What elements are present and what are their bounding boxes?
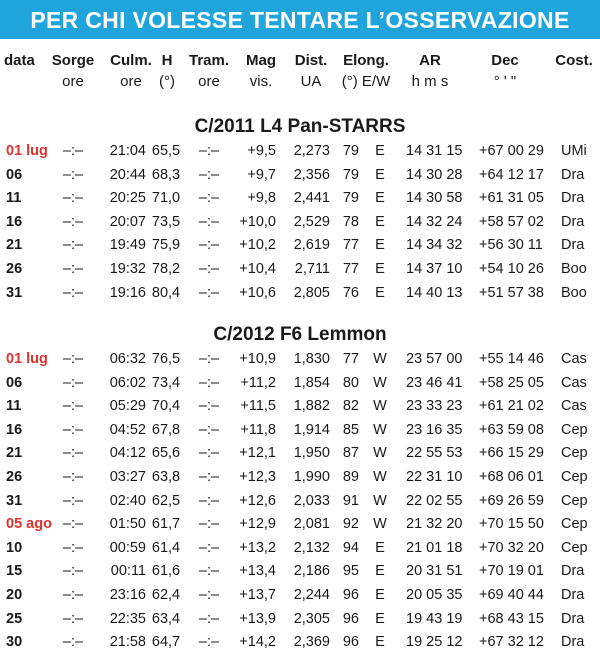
cell-h: 67,8 <box>151 421 181 438</box>
cell-date: 21 <box>6 445 23 462</box>
cell-ew: W <box>373 445 387 462</box>
cell-dist: 2,441 <box>293 190 330 207</box>
header-sorge-unit: ore <box>62 73 84 90</box>
cell-cost: Cep <box>561 516 588 533</box>
cell-tram: –:– <box>198 351 220 367</box>
cell-elong: 79 <box>342 143 359 159</box>
cell-tram: –:– <box>198 516 220 533</box>
cell-ew: E <box>375 237 385 254</box>
table-row <box>0 419 600 442</box>
cell-dist: 2,805 <box>293 284 330 301</box>
cell-cost: Cep <box>561 421 588 438</box>
cell-ar: 23 57 00 <box>406 351 463 367</box>
cell-cost: Cep <box>561 492 588 509</box>
cell-tram: –:– <box>198 237 220 254</box>
cell-culm: 19:16 <box>109 284 146 301</box>
cell-cost: Dra <box>561 166 585 183</box>
cell-elong: 76 <box>342 284 359 301</box>
cell-date: 05 ago <box>6 516 52 533</box>
cell-ew: E <box>375 261 385 277</box>
cell-h: 65,5 <box>151 143 181 159</box>
cell-date: 10 <box>6 539 23 556</box>
cell-date: 11 <box>6 398 22 415</box>
cell-h: 73,4 <box>151 374 181 391</box>
cell-ar: 14 37 10 <box>406 261 463 277</box>
cell-sorge: –:– <box>62 166 84 183</box>
cell-sorge: –:– <box>62 469 84 485</box>
cell-tram: –:– <box>198 284 220 301</box>
cell-ar: 19 25 12 <box>406 634 463 651</box>
cell-culm: 21:04 <box>109 143 146 159</box>
cell-cost: Dra <box>561 237 585 254</box>
section-title: C/2011 L4 Pan-STARRS <box>194 116 406 137</box>
cell-ar: 21 01 18 <box>406 539 463 556</box>
cell-ar: 23 46 41 <box>406 374 463 391</box>
cell-ew: E <box>375 213 385 230</box>
cell-date: 16 <box>6 421 23 438</box>
cell-ar: 14 30 28 <box>406 166 463 183</box>
cell-sorge: –:– <box>62 563 84 580</box>
cell-dist: 2,033 <box>293 492 330 509</box>
cell-elong: 92 <box>342 516 359 533</box>
cell-mag: +14,2 <box>239 634 276 651</box>
table-row <box>0 513 600 536</box>
header-dec: Dec <box>491 52 519 69</box>
cell-dist: 2,186 <box>293 563 330 580</box>
cell-sorge: –:– <box>62 213 84 230</box>
cell-tram: –:– <box>198 261 220 277</box>
cell-cost: Cas <box>561 398 587 415</box>
cell-sorge: –:– <box>62 237 84 254</box>
cell-cost: Boo <box>561 261 587 277</box>
cell-elong: 80 <box>342 374 359 391</box>
header-ar: AR <box>419 52 441 69</box>
header-dec-unit: ° ' " <box>493 73 517 90</box>
cell-h: 76,5 <box>151 351 181 367</box>
header-h: H <box>161 52 173 69</box>
cell-h: 80,4 <box>151 284 181 301</box>
cell-date: 16 <box>6 213 23 230</box>
cell-sorge: –:– <box>62 374 84 391</box>
cell-date: 06 <box>6 374 23 391</box>
table-row <box>0 395 600 418</box>
cell-ew: W <box>373 516 387 533</box>
cell-ew: E <box>375 587 385 603</box>
cell-elong: 82 <box>342 398 359 415</box>
cell-tram: –:– <box>198 143 220 159</box>
cell-date: 31 <box>6 284 23 301</box>
cell-h: 65,6 <box>151 445 181 462</box>
cell-h: 73,5 <box>151 213 181 230</box>
cell-cost: Dra <box>561 190 585 207</box>
cell-mag: +13,7 <box>239 587 276 603</box>
header-tram: Tram. <box>188 52 230 69</box>
cell-elong: 79 <box>342 166 359 183</box>
cell-elong: 95 <box>342 563 359 580</box>
cell-elong: 85 <box>342 421 359 438</box>
cell-tram: –:– <box>198 587 220 603</box>
cell-tram: –:– <box>198 492 220 509</box>
cell-ew: E <box>375 284 385 301</box>
header-culm-unit: ore <box>120 73 142 90</box>
cell-date: 15 <box>6 563 23 580</box>
cell-date: 25 <box>6 610 23 627</box>
cell-date: 20 <box>6 587 23 603</box>
cell-sorge: –:– <box>62 492 84 509</box>
cell-ar: 14 34 32 <box>406 237 463 254</box>
cell-dist: 1,854 <box>293 374 330 391</box>
cell-date: 26 <box>6 469 23 485</box>
cell-culm: 20:44 <box>109 166 146 183</box>
cell-dec: +69 40 44 <box>479 587 544 603</box>
header-mag: Mag <box>246 52 276 69</box>
cell-ew: E <box>375 143 385 159</box>
cell-dist: 2,619 <box>293 237 330 254</box>
cell-cost: Dra <box>561 587 585 603</box>
cell-ar: 22 55 53 <box>406 445 463 462</box>
cell-cost: UMi <box>561 143 587 159</box>
cell-ar: 14 31 15 <box>406 143 463 159</box>
cell-cost: Cep <box>561 445 588 462</box>
table-row <box>0 560 600 583</box>
cell-elong: 96 <box>342 634 359 651</box>
cell-mag: +10,9 <box>239 351 276 367</box>
cell-dec: +66 15 29 <box>479 445 544 462</box>
cell-h: 78,2 <box>151 261 181 277</box>
cell-h: 63,8 <box>151 469 181 485</box>
cell-elong: 96 <box>342 610 359 627</box>
cell-date: 01 lug <box>6 143 48 159</box>
cell-mag: +9,7 <box>247 166 276 183</box>
cell-culm: 19:32 <box>109 261 146 277</box>
cell-ar: 14 30 58 <box>406 190 463 207</box>
cell-ew: W <box>373 374 387 391</box>
cell-culm: 21:58 <box>109 634 146 651</box>
cell-ar: 19 43 19 <box>406 610 463 627</box>
table-row <box>0 211 600 234</box>
cell-tram: –:– <box>198 539 220 556</box>
cell-ew: E <box>375 539 385 556</box>
cell-h: 61,4 <box>151 539 181 556</box>
cell-elong: 77 <box>342 351 359 367</box>
cell-culm: 20:07 <box>109 213 146 230</box>
cell-culm: 01:50 <box>109 516 146 533</box>
cell-cost: Dra <box>561 634 585 651</box>
cell-mag: +11,5 <box>240 398 276 415</box>
cell-culm: 00:59 <box>109 539 146 556</box>
cell-dec: +61 21 02 <box>479 398 544 415</box>
cell-ar: 23 33 23 <box>406 398 463 415</box>
cell-date: 06 <box>6 166 23 183</box>
cell-tram: –:– <box>198 421 220 438</box>
cell-culm: 04:52 <box>109 421 146 438</box>
cell-culm: 03:27 <box>109 469 146 485</box>
cell-sorge: –:– <box>62 284 84 301</box>
cell-dec: +67 32 12 <box>479 634 544 651</box>
cell-dist: 2,369 <box>293 634 330 651</box>
cell-tram: –:– <box>198 634 220 651</box>
cell-mag: +12,9 <box>239 516 276 533</box>
table-row <box>0 187 600 210</box>
cell-tram: –:– <box>198 166 220 183</box>
table-row <box>0 537 600 560</box>
cell-cost: Cas <box>561 374 587 391</box>
cell-h: 64,7 <box>151 634 181 651</box>
cell-ar: 14 32 24 <box>406 213 463 230</box>
cell-ar: 23 16 35 <box>406 421 463 438</box>
cell-sorge: –:– <box>62 398 84 415</box>
cell-cost: Boo <box>561 284 587 301</box>
cell-ar: 22 31 10 <box>406 469 463 485</box>
cell-date: 01 lug <box>6 351 48 367</box>
cell-dist: 2,356 <box>293 166 330 183</box>
table-row <box>0 234 600 257</box>
cell-dist: 2,273 <box>293 143 330 159</box>
cell-cost: Dra <box>561 610 585 627</box>
cell-culm: 19:49 <box>109 237 146 254</box>
cell-cost: Cep <box>561 539 588 556</box>
cell-sorge: –:– <box>62 351 84 367</box>
cell-dist: 1,882 <box>293 398 330 415</box>
cell-dec: +58 57 02 <box>479 213 544 230</box>
cell-ew: W <box>373 398 387 415</box>
cell-dist: 1,990 <box>293 469 330 485</box>
cell-sorge: –:– <box>62 421 84 438</box>
header-mag-unit: vis. <box>249 73 273 90</box>
header-culm: Culm. <box>110 52 152 69</box>
cell-ew: E <box>375 563 385 580</box>
header-dist: Dist. <box>294 52 328 69</box>
cell-h: 61,6 <box>151 563 181 580</box>
cell-mag: +12,3 <box>239 469 276 485</box>
cell-cost: Cep <box>561 469 588 485</box>
header-elong-unit: (°) E/W <box>341 73 391 90</box>
banner-title: PER CHI VOLESSE TENTARE L’OSSERVAZIONE <box>0 0 600 39</box>
cell-ew: E <box>375 610 385 627</box>
cell-elong: 77 <box>342 237 359 254</box>
cell-ar: 22 02 55 <box>406 492 463 509</box>
cell-sorge: –:– <box>62 261 84 277</box>
cell-dec: +67 00 29 <box>479 143 544 159</box>
cell-dec: +64 12 17 <box>479 166 544 183</box>
cell-dist: 2,305 <box>293 610 330 627</box>
table-row <box>0 584 600 607</box>
cell-cost: Dra <box>561 213 585 230</box>
cell-sorge: –:– <box>62 634 84 651</box>
cell-elong: 87 <box>342 445 359 462</box>
table-row <box>0 490 600 513</box>
cell-h: 75,9 <box>151 237 181 254</box>
cell-cost: Cas <box>561 351 587 367</box>
cell-mag: +10,2 <box>239 237 276 254</box>
cell-date: 31 <box>6 492 23 509</box>
cell-mag: +13,9 <box>239 610 276 627</box>
header-data: data <box>4 52 35 69</box>
cell-mag: +12,6 <box>239 492 276 509</box>
cell-h: 71,0 <box>151 190 181 207</box>
cell-h: 62,4 <box>151 587 181 603</box>
cell-sorge: –:– <box>62 445 84 462</box>
header-sorge: Sorge <box>51 52 95 69</box>
cell-ar: 21 32 20 <box>406 516 463 533</box>
table-row <box>0 608 600 631</box>
cell-tram: –:– <box>198 469 220 485</box>
cell-dec: +56 30 11 <box>479 237 543 254</box>
cell-tram: –:– <box>198 610 220 627</box>
cell-dec: +58 25 05 <box>479 374 544 391</box>
cell-mag: +13,2 <box>239 539 276 556</box>
cell-ew: E <box>375 190 385 207</box>
cell-culm: 00:11 <box>110 563 146 580</box>
cell-sorge: –:– <box>62 610 84 627</box>
cell-sorge: –:– <box>62 190 84 207</box>
cell-dec: +61 31 05 <box>479 190 544 207</box>
cell-mag: +9,8 <box>247 190 276 207</box>
table-row <box>0 372 600 395</box>
cell-tram: –:– <box>198 398 220 415</box>
cell-culm: 02:40 <box>109 492 146 509</box>
cell-elong: 79 <box>342 190 359 207</box>
table-row <box>0 140 600 163</box>
table-row <box>0 466 600 489</box>
cell-h: 62,5 <box>151 492 181 509</box>
cell-elong: 77 <box>342 261 359 277</box>
cell-tram: –:– <box>198 190 220 207</box>
cell-elong: 89 <box>342 469 359 485</box>
cell-dec: +70 15 50 <box>479 516 544 533</box>
cell-tram: –:– <box>198 445 220 462</box>
cell-h: 61,7 <box>151 516 181 533</box>
cell-ew: W <box>373 469 387 485</box>
header-h-unit: (°) <box>159 73 175 90</box>
table-row <box>0 164 600 187</box>
cell-dec: +70 32 20 <box>479 539 544 556</box>
cell-dec: +51 57 38 <box>479 284 544 301</box>
table-row <box>0 258 600 281</box>
cell-mag: +11,8 <box>240 421 276 438</box>
cell-dist: 2,081 <box>293 516 330 533</box>
cell-culm: 06:02 <box>109 374 146 391</box>
cell-dec: +55 14 46 <box>479 351 544 367</box>
cell-h: 70,4 <box>151 398 181 415</box>
cell-dist: 1,914 <box>293 421 330 438</box>
cell-ar: 20 31 51 <box>406 563 463 580</box>
cell-mag: +10,6 <box>239 284 276 301</box>
header-tram-unit: ore <box>198 73 220 90</box>
cell-tram: –:– <box>198 563 220 580</box>
header-ar-unit: h m s <box>411 73 449 90</box>
cell-elong: 78 <box>342 213 359 230</box>
cell-ar: 14 40 13 <box>406 284 463 301</box>
cell-dec: +69 26 59 <box>479 492 544 509</box>
cell-dec: +54 10 26 <box>479 261 544 277</box>
cell-dist: 1,830 <box>293 351 330 367</box>
cell-dist: 1,950 <box>293 445 330 462</box>
cell-sorge: –:– <box>62 516 84 533</box>
cell-elong: 91 <box>342 492 359 509</box>
cell-culm: 05:29 <box>109 398 146 415</box>
cell-ew: W <box>373 351 387 367</box>
cell-mag: +11,2 <box>240 374 276 391</box>
cell-tram: –:– <box>198 374 220 391</box>
cell-sorge: –:– <box>62 143 84 159</box>
cell-dist: 2,244 <box>293 587 330 603</box>
cell-dec: +68 06 01 <box>479 469 544 485</box>
cell-dist: 2,132 <box>293 539 330 556</box>
cell-ew: W <box>373 492 387 509</box>
cell-h: 63,4 <box>151 610 181 627</box>
cell-mag: +10,4 <box>239 261 276 277</box>
header-dist-unit: UA <box>300 73 322 90</box>
section-title: C/2012 F6 Lemmon <box>213 324 387 345</box>
cell-cost: Dra <box>561 563 585 580</box>
cell-sorge: –:– <box>62 539 84 556</box>
cell-culm: 23:16 <box>109 587 146 603</box>
table-row <box>0 282 600 305</box>
cell-mag: +13,4 <box>239 563 276 580</box>
cell-tram: –:– <box>198 213 220 230</box>
cell-mag: +10,0 <box>239 213 276 230</box>
cell-date: 11 <box>6 190 22 207</box>
cell-mag: +9,5 <box>247 143 276 159</box>
cell-culm: 04:12 <box>109 445 146 462</box>
cell-ew: E <box>375 634 385 651</box>
cell-dist: 2,529 <box>293 213 330 230</box>
cell-dec: +63 59 08 <box>479 421 544 438</box>
cell-elong: 96 <box>342 587 359 603</box>
table-row <box>0 442 600 465</box>
cell-date: 21 <box>6 237 23 254</box>
cell-dec: +70 19 01 <box>479 563 544 580</box>
table-row <box>0 348 600 371</box>
cell-ew: E <box>375 166 385 183</box>
cell-mag: +12,1 <box>239 445 276 462</box>
cell-culm: 20:25 <box>109 190 146 207</box>
cell-ew: W <box>373 421 387 438</box>
cell-dist: 2,711 <box>294 261 330 277</box>
cell-dec: +68 43 15 <box>479 610 544 627</box>
cell-ar: 20 05 35 <box>406 587 463 603</box>
cell-date: 26 <box>6 261 23 277</box>
cell-culm: 06:32 <box>109 351 146 367</box>
cell-date: 30 <box>6 634 23 651</box>
header-cost: Cost. <box>555 52 593 69</box>
cell-h: 68,3 <box>151 166 181 183</box>
header-elong: Elong. <box>343 52 389 69</box>
cell-elong: 94 <box>342 539 359 556</box>
cell-culm: 22:35 <box>109 610 146 627</box>
cell-sorge: –:– <box>62 587 84 603</box>
